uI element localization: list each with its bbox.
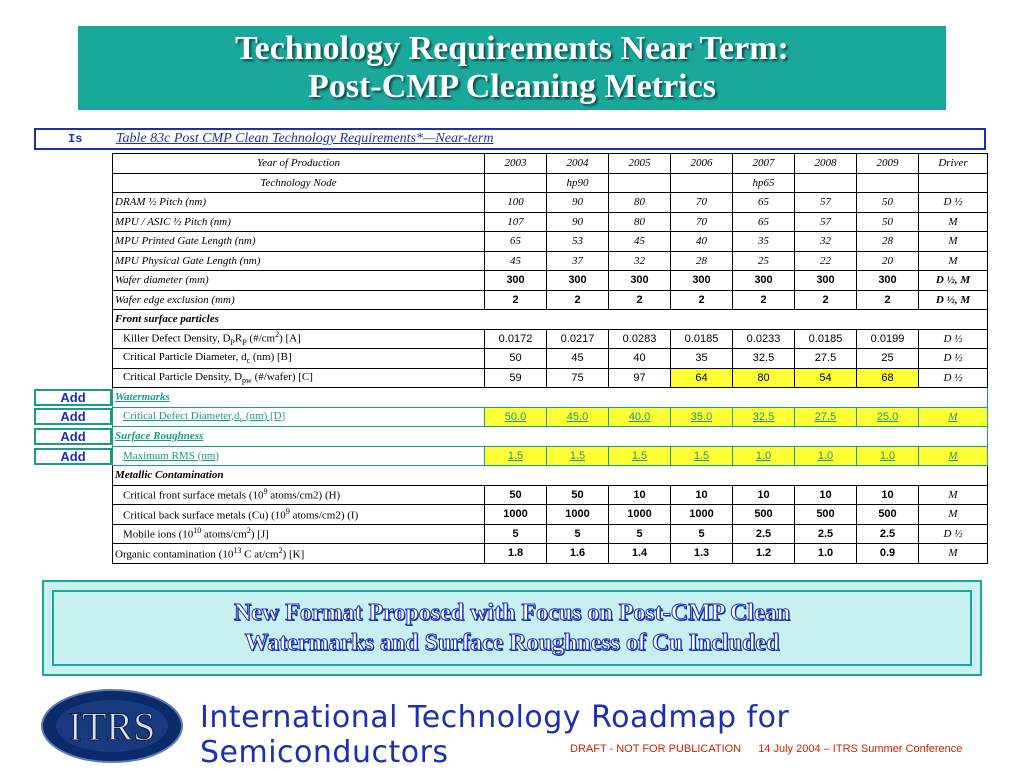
cell: 10: [671, 485, 733, 505]
cell: 0.0172: [485, 329, 547, 349]
row-label: Mobile ions ($10^{10}$ atoms/$cm^2$) [J]: [113, 524, 485, 544]
driver-cell: M: [919, 407, 988, 427]
year-cell: 2007: [733, 154, 795, 174]
table-row: [113, 212, 988, 232]
proposal-note-inner: [52, 590, 972, 666]
cell: 0.0185: [795, 329, 857, 349]
cell: 5: [671, 524, 733, 544]
cell: 28: [857, 232, 919, 252]
requirements-table: [112, 153, 988, 564]
cell: 1.0: [795, 544, 857, 564]
organization-name: International Technology Roadmap for Semiconductors: [200, 700, 790, 770]
cell: 2: [733, 290, 795, 310]
cell: 40: [609, 349, 671, 369]
cell: [919, 173, 988, 193]
cell: 0.0233: [733, 329, 795, 349]
driver-header: Driver: [919, 154, 988, 174]
table-row: [113, 290, 988, 310]
cell: 300: [547, 271, 609, 291]
cell-highlighted: 1.0: [733, 446, 795, 466]
row-label: Critical Particle Density, $D_{pw}$ (#/wafer) [C]: [113, 368, 485, 388]
draft-notice: DRAFT - NOT FOR PUBLICATION: [570, 743, 742, 755]
cell: 1000: [671, 505, 733, 525]
add-tag-critical-defect: Add: [34, 408, 112, 425]
cell: 40: [671, 232, 733, 252]
cell: 59: [485, 368, 547, 388]
driver-cell: D ½: [919, 368, 988, 388]
cell: 2: [547, 290, 609, 310]
cell: 32: [609, 251, 671, 271]
cell: 70: [671, 212, 733, 232]
cell: 2: [857, 290, 919, 310]
cell: 45: [609, 232, 671, 252]
cell: 65: [733, 193, 795, 213]
section-label: Watermarks: [113, 388, 988, 408]
header-label: Year of Production: [113, 154, 485, 174]
table-caption-bar: [34, 128, 986, 150]
cell: 50: [857, 193, 919, 213]
proposal-note-line1: New Format Proposed with Focus on Post-CMP Clean: [233, 600, 791, 626]
year-cell: 2003: [485, 154, 547, 174]
cell: [485, 173, 547, 193]
section-label: Surface Roughness: [113, 427, 988, 447]
cell: 50: [485, 485, 547, 505]
cell: hp65: [733, 173, 795, 193]
driver-cell: M: [919, 232, 988, 252]
cell: 37: [547, 251, 609, 271]
row-label: DRAM ½ Pitch (nm): [113, 193, 485, 213]
cell: 100: [485, 193, 547, 213]
section-label: Metallic Contamination: [113, 466, 988, 486]
driver-cell: M: [919, 485, 988, 505]
year-cell: 2008: [795, 154, 857, 174]
table-row: [113, 193, 988, 213]
cell: 65: [485, 232, 547, 252]
table-row: [113, 485, 988, 505]
cell: 10: [609, 485, 671, 505]
cell: 10: [857, 485, 919, 505]
added-section-row: [113, 388, 988, 408]
cell: 5: [485, 524, 547, 544]
cell: 35: [671, 349, 733, 369]
cell: 1000: [485, 505, 547, 525]
table-row: [113, 232, 988, 252]
row-label: MPU Printed Gate Length (nm): [113, 232, 485, 252]
cell: 2.5: [795, 524, 857, 544]
cell: hp90: [547, 173, 609, 193]
cell: [857, 173, 919, 193]
row-label: MPU Physical Gate Length (nm): [113, 251, 485, 271]
cell: 57: [795, 212, 857, 232]
cell: 45: [547, 349, 609, 369]
driver-cell: M: [919, 544, 988, 564]
driver-cell: D ½, M: [919, 290, 988, 310]
cell: 0.0283: [609, 329, 671, 349]
cell-highlighted: 1.0: [795, 446, 857, 466]
row-label: Critical Particle Diameter, $d_c$ (nm) [B]: [113, 349, 485, 369]
cell: 0.0199: [857, 329, 919, 349]
cell-highlighted: 1.0: [857, 446, 919, 466]
added-section-row: [113, 427, 988, 447]
cell: 20: [857, 251, 919, 271]
cell: 97: [609, 368, 671, 388]
itrs-globe-logo: [40, 688, 184, 764]
driver-cell: D ½: [919, 193, 988, 213]
cell-highlighted: 1.5: [547, 446, 609, 466]
cell: 0.0217: [547, 329, 609, 349]
cell: 22: [795, 251, 857, 271]
driver-cell: D ½, M: [919, 271, 988, 291]
header-row: [113, 154, 988, 174]
row-label: Critical front surface metals ($10^9$ atoms/cm2) (H): [113, 485, 485, 505]
cell: 70: [671, 193, 733, 213]
cell-highlighted: 50.0: [485, 407, 547, 427]
cell-highlighted: 32.5: [733, 407, 795, 427]
year-cell: 2005: [609, 154, 671, 174]
cell: 1.3: [671, 544, 733, 564]
table-row: [113, 544, 988, 564]
row-label: Critical Defect $Diameter,d_c$ (nm) [D]: [113, 407, 485, 427]
cell-highlighted: 45.0: [547, 407, 609, 427]
cell-highlighted: 80: [733, 368, 795, 388]
cell: 32: [795, 232, 857, 252]
cell: 1.8: [485, 544, 547, 564]
is-tag: Is: [68, 132, 83, 146]
cell: 300: [857, 271, 919, 291]
cell: 50: [857, 212, 919, 232]
table-row: [113, 524, 988, 544]
cell: 300: [795, 271, 857, 291]
cell: 35: [733, 232, 795, 252]
driver-cell: M: [919, 212, 988, 232]
driver-cell: D ½: [919, 524, 988, 544]
slide-title-line2: Post-CMP Cleaning Metrics: [308, 68, 716, 105]
cell: 50: [547, 485, 609, 505]
cell: 75: [547, 368, 609, 388]
row-label: Maximum RMS (nm): [113, 446, 485, 466]
cell: 65: [733, 212, 795, 232]
cell-highlighted: 40.0: [609, 407, 671, 427]
cell: 80: [609, 212, 671, 232]
cell-highlighted: 64: [671, 368, 733, 388]
row-label: Critical back surface metals (Cu) ($10^9$ atoms/cm2) (I): [113, 505, 485, 525]
slide-title-box: [78, 26, 946, 110]
cell: 2: [795, 290, 857, 310]
driver-cell: D ½: [919, 349, 988, 369]
cell: 32.5: [733, 349, 795, 369]
cell: 5: [547, 524, 609, 544]
cell: 10: [733, 485, 795, 505]
year-cell: 2009: [857, 154, 919, 174]
driver-cell: M: [919, 446, 988, 466]
cell: 27.5: [795, 349, 857, 369]
cell-highlighted: 1.5: [671, 446, 733, 466]
cell: 107: [485, 212, 547, 232]
added-row: [113, 446, 988, 466]
row-label: Killer Defect Density, $D_PR_P$ $(\#/cm^2)$ [A]: [113, 329, 485, 349]
cell: 0.0185: [671, 329, 733, 349]
cell: 2.5: [857, 524, 919, 544]
cell: 1000: [609, 505, 671, 525]
cell: 5: [609, 524, 671, 544]
add-tag-rms: Add: [34, 448, 112, 465]
logo-text: ITRS: [68, 704, 156, 749]
cell: 28: [671, 251, 733, 271]
cell: 25: [857, 349, 919, 369]
table-row: [113, 251, 988, 271]
cell-highlighted: 54: [795, 368, 857, 388]
cell: 10: [795, 485, 857, 505]
row-label: Wafer diameter (mm): [113, 271, 485, 291]
cell: 45: [485, 251, 547, 271]
cell: 500: [795, 505, 857, 525]
cell: 2.5: [733, 524, 795, 544]
add-tag-watermarks: Add: [34, 389, 112, 406]
table-row: [113, 329, 988, 349]
cell: 57: [795, 193, 857, 213]
row-label: Organic contamination ($10^{13}$ C $at/cm^2$) [K]: [113, 544, 485, 564]
cell: 25: [733, 251, 795, 271]
table-caption: Table 83c Post CMP Clean Technology Requirements*—Near-term: [116, 131, 494, 146]
proposal-note-line2: Watermarks and Surface Roughness of Cu Included: [244, 630, 780, 656]
driver-cell: M: [919, 251, 988, 271]
driver-cell: D ½: [919, 329, 988, 349]
footer-line: [570, 743, 976, 755]
table-row: [113, 505, 988, 525]
section-label: Front surface particles: [113, 310, 988, 330]
cell: 1.6: [547, 544, 609, 564]
year-cell: 2004: [547, 154, 609, 174]
cell: 50: [485, 349, 547, 369]
cell: [671, 173, 733, 193]
cell: 300: [671, 271, 733, 291]
cell: 0.9: [857, 544, 919, 564]
cell-highlighted: 35.0: [671, 407, 733, 427]
row-label: MPU / ASIC ½ Pitch (nm): [113, 212, 485, 232]
year-cell: 2006: [671, 154, 733, 174]
added-row: [113, 407, 988, 427]
cell: 1000: [547, 505, 609, 525]
cell-highlighted: 1.5: [485, 446, 547, 466]
table-row: [113, 271, 988, 291]
cell: 53: [547, 232, 609, 252]
cell: 1.2: [733, 544, 795, 564]
table-row: [113, 368, 988, 388]
cell: 80: [609, 193, 671, 213]
cell-highlighted: 68: [857, 368, 919, 388]
cell: 500: [857, 505, 919, 525]
driver-cell: M: [919, 505, 988, 525]
row-label: Technology Node: [113, 173, 485, 193]
cell-highlighted: 1.5: [609, 446, 671, 466]
table-row: [113, 349, 988, 369]
cell: 2: [485, 290, 547, 310]
cell-highlighted: 25.0: [857, 407, 919, 427]
cell: 300: [733, 271, 795, 291]
section-row: [113, 310, 988, 330]
slide-title-line1: Technology Requirements Near Term:: [235, 30, 789, 67]
cell-highlighted: 27.5: [795, 407, 857, 427]
cell: 500: [733, 505, 795, 525]
table-row: [113, 173, 988, 193]
cell: 90: [547, 193, 609, 213]
proposal-note-box: [42, 580, 982, 676]
conference-info: 14 July 2004 – ITRS Summer Conference: [758, 743, 963, 755]
cell: 2: [671, 290, 733, 310]
cell: 300: [485, 271, 547, 291]
cell: 90: [547, 212, 609, 232]
cell: 2: [609, 290, 671, 310]
row-label: Wafer edge exclusion (mm): [113, 290, 485, 310]
section-row: [113, 466, 988, 486]
cell: 300: [609, 271, 671, 291]
add-tag-surface-roughness: Add: [34, 428, 112, 445]
cell: [795, 173, 857, 193]
cell: 1.4: [609, 544, 671, 564]
cell: [609, 173, 671, 193]
